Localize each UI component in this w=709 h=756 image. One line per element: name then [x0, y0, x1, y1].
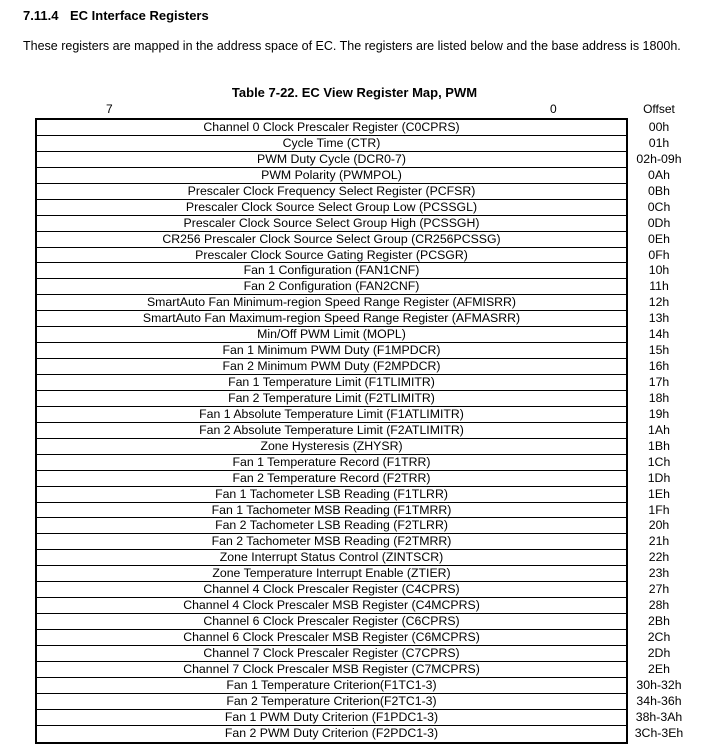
register-offset: 1Fh	[648, 502, 670, 517]
register-row: Channel 4 Clock Prescaler MSB Register (C4MCPRS)	[37, 598, 626, 614]
register-offset: 01h	[648, 135, 670, 150]
register-row: Fan 2 Tachometer LSB Reading (F2TLRR)	[37, 518, 626, 534]
register-row: Fan 1 Tachometer MSB Reading (F1TMRR)	[37, 503, 626, 519]
register-offset: 02h-09h	[636, 151, 682, 166]
register-offset: 34h-36h	[636, 693, 682, 708]
register-row: Min/Off PWM Limit (MOPL)	[37, 327, 626, 343]
register-row: Prescaler Clock Source Select Group High (PCSSGH)	[37, 216, 626, 232]
register-row: Fan 1 Absolute Temperature Limit (F1ATLIMITR)	[37, 407, 626, 423]
register-offset: 21h	[648, 534, 670, 549]
register-row: Fan 1 Configuration (FAN1CNF)	[37, 263, 626, 279]
register-offset: 15h	[648, 343, 670, 358]
register-row: Prescaler Clock Frequency Select Register (PCFSR)	[37, 184, 626, 200]
register-offset: 2Ch	[647, 630, 671, 644]
section-number: 7.11.4	[23, 8, 59, 23]
offset-header: Offset	[643, 102, 675, 116]
register-offset: 13h	[648, 311, 670, 326]
register-offset: 1Ah	[648, 422, 670, 437]
register-offset: 16h	[648, 359, 670, 374]
register-row: Fan 1 Temperature Criterion(F1TC1-3)	[37, 678, 626, 694]
register-row: Zone Hysteresis (ZHYSR)	[37, 439, 626, 455]
register-row: Channel 6 Clock Prescaler MSB Register (C6MCPRS)	[37, 630, 626, 646]
register-row: Fan 2 Temperature Record (F2TRR)	[37, 471, 626, 487]
register-row: Channel 6 Clock Prescaler Register (C6CPRS)	[37, 614, 626, 630]
register-offset: 28h	[648, 598, 670, 613]
register-offset: 2Eh	[648, 661, 670, 676]
section-title: EC Interface Registers	[70, 8, 209, 23]
register-row: Fan 2 Minimum PWM Duty (F2MPDCR)	[37, 359, 626, 375]
register-offset: 11h	[649, 279, 669, 294]
register-row: Fan 2 PWM Duty Criterion (F2PDC1-3)	[224, 725, 439, 740]
register-row: Fan 2 Temperature Criterion(F2TC1-3)	[37, 694, 626, 710]
register-offset: 3Ch-3Eh	[634, 725, 684, 740]
register-row: Fan 1 PWM Duty Criterion (F1PDC1-3)	[37, 710, 626, 726]
register-offset: 19h	[648, 406, 670, 421]
register-offset: 2Dh	[647, 645, 671, 660]
register-row: Fan 1 Tachometer LSB Reading (F1TLRR)	[37, 487, 626, 503]
register-row: CR256 Prescaler Clock Source Select Group (CR256PCSSG)	[37, 232, 626, 248]
register-row: Zone Interrupt Status Control (ZINTSCR)	[37, 550, 626, 566]
register-offset: 0Ch	[647, 199, 671, 214]
register-offset: 27h	[648, 582, 670, 597]
register-row: Fan 1 Minimum PWM Duty (F1MPDCR)	[37, 343, 626, 359]
register-offset: 20h	[648, 518, 670, 533]
register-offset: 00h	[648, 120, 670, 134]
register-offset: 1Bh	[648, 438, 670, 453]
register-row: Fan 1 Temperature Limit (F1TLIMITR)	[37, 375, 626, 391]
register-row: Channel 4 Clock Prescaler Register (C4CPRS)	[37, 582, 626, 598]
register-row: Fan 2 Absolute Temperature Limit (F2ATLIMITR)	[37, 423, 626, 439]
register-row: Prescaler Clock Source Select Group Low (PCSSGL)	[37, 200, 626, 216]
register-row: Zone Temperature Interrupt Enable (ZTIER)	[37, 566, 626, 582]
register-offset: 10h	[648, 263, 670, 278]
register-offset: 0Eh	[648, 231, 670, 246]
bit-low-label: 0	[550, 102, 557, 116]
section-heading	[23, 8, 209, 23]
register-offset: 30h-32h	[636, 677, 682, 692]
table-caption: Table 7-22. EC View Register Map, PWM	[231, 85, 478, 100]
register-offset: 23h	[648, 566, 670, 581]
register-row: Channel 7 Clock Prescaler Register (C7CPRS)	[37, 646, 626, 662]
register-offset: 1Eh	[648, 486, 670, 501]
intro-paragraph: These registers are mapped in the address space of EC. The registers are listed below and the base address is 1800h.	[23, 39, 681, 53]
register-offset: 1Dh	[647, 470, 671, 485]
register-offset: 2Bh	[648, 614, 670, 629]
register-row: SmartAuto Fan Minimum-region Speed Range Register (AFMISRR)	[37, 295, 626, 311]
register-offset: 12h	[648, 295, 670, 310]
register-row: Channel 7 Clock Prescaler MSB Register (C7MCPRS)	[37, 662, 626, 678]
register-offset: 0Fh	[648, 247, 670, 262]
register-row: SmartAuto Fan Maximum-region Speed Range Register (AFMASRR)	[37, 311, 626, 327]
register-row: PWM Polarity (PWMPOL)	[37, 168, 626, 184]
register-offset: 38h-3Ah	[635, 709, 683, 724]
offset-column	[630, 120, 688, 742]
register-offset: 22h	[648, 550, 670, 565]
register-row: Fan 2 Temperature Limit (F2TLIMITR)	[37, 391, 626, 407]
register-offset: 0Dh	[647, 215, 671, 230]
bit-high-label: 7	[106, 102, 113, 116]
register-offset: 14h	[648, 327, 670, 342]
register-offset: 0Ah	[648, 167, 670, 182]
register-row: Fan 2 Configuration (FAN2CNF)	[37, 279, 626, 295]
register-offset: 18h	[648, 390, 670, 405]
register-row: Channel 0 Clock Prescaler Register (C0CPRS)	[37, 120, 626, 136]
register-table	[35, 118, 628, 744]
register-row: Cycle Time (CTR)	[37, 136, 626, 152]
register-offset: 0Bh	[648, 183, 670, 198]
register-offset: 1Ch	[647, 454, 671, 469]
register-row: Prescaler Clock Source Gating Register (PCSGR)	[37, 248, 626, 264]
register-row: Fan 2 Tachometer MSB Reading (F2TMRR)	[37, 534, 626, 550]
register-row: Fan 1 Temperature Record (F1TRR)	[37, 455, 626, 471]
register-offset: 17h	[648, 375, 670, 389]
register-row: PWM Duty Cycle (DCR0-7)	[37, 152, 626, 168]
